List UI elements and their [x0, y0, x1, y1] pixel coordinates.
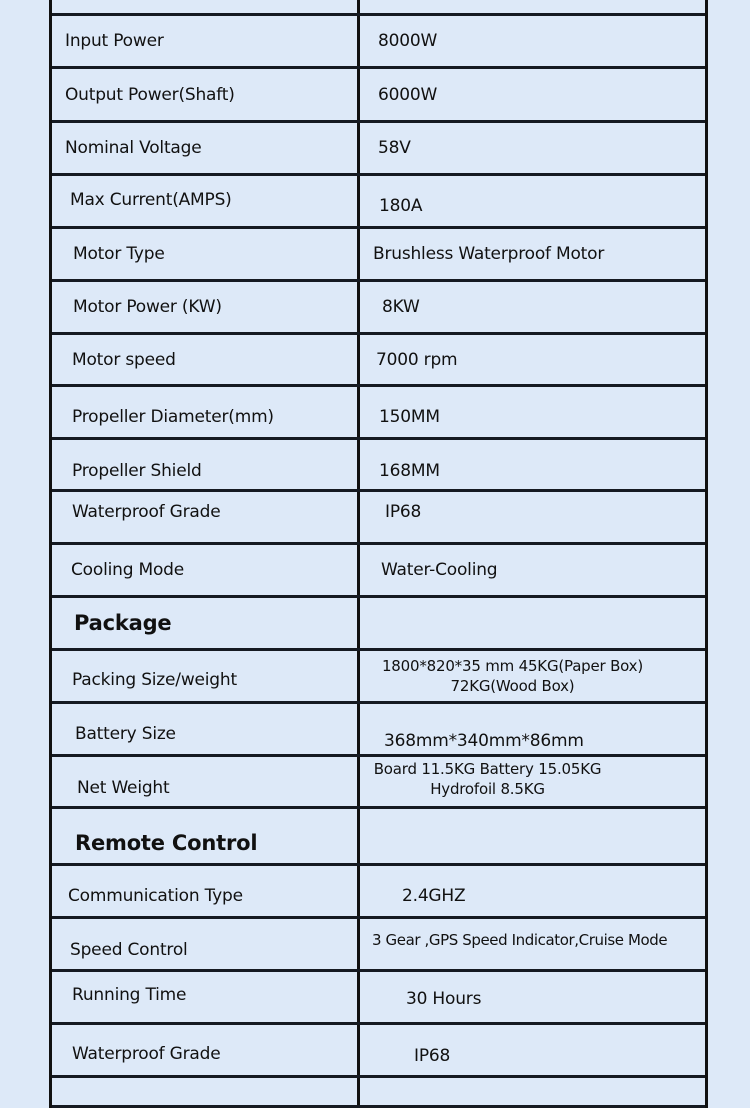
spec-label: Propeller Shield: [52, 440, 360, 489]
spec-table: [49, 0, 708, 1108]
spec-label: Running Time: [52, 972, 360, 1022]
spec-label: Speed Control: [52, 919, 360, 969]
spec-value-line: 72KG(Wood Box): [450, 677, 575, 695]
spec-value-empty: [360, 809, 705, 863]
table-row: [52, 176, 705, 229]
spec-value: [360, 1078, 705, 1105]
table-row: [52, 0, 705, 16]
spec-value: IP68: [414, 1046, 451, 1066]
spec-value: 180A: [379, 196, 423, 216]
spec-label: Cooling Mode: [52, 545, 360, 595]
table-row: [52, 335, 705, 387]
table-row: [52, 16, 705, 69]
table-row: [52, 757, 705, 809]
spec-value: 150MM: [379, 407, 440, 427]
spec-value: 168MM: [379, 460, 440, 481]
spec-label: Packing Size/weight: [52, 651, 360, 701]
section-title: Package: [52, 598, 360, 648]
table-row: [52, 972, 705, 1025]
spec-value: 7000 rpm: [376, 349, 458, 370]
spec-value: 368mm*340mm*86mm: [384, 731, 584, 751]
spec-label: Motor Type: [52, 229, 360, 279]
spec-label: [52, 0, 360, 13]
spec-label: Output Power(Shaft): [52, 69, 360, 120]
spec-value: [360, 651, 705, 701]
spec-label: Waterproof Grade: [52, 1025, 360, 1075]
spec-value: Brushless Waterproof Motor: [373, 244, 605, 264]
table-row: [52, 492, 705, 545]
table-row: [52, 387, 705, 440]
spec-value: 8KW: [382, 297, 420, 317]
table-row: [52, 651, 705, 704]
spec-value: [360, 0, 705, 13]
spec-label: Battery Size: [52, 704, 360, 754]
section-header-package: [52, 598, 705, 651]
spec-value-empty: [360, 598, 705, 648]
spec-label: Motor Power (KW): [52, 282, 360, 332]
section-header-remote-control: [52, 809, 705, 866]
table-row: [52, 282, 705, 335]
spec-value: 30 Hours: [406, 989, 482, 1009]
table-row: [52, 123, 705, 176]
spec-value: 3 Gear ,GPS Speed Indicator,Cruise Mode: [372, 931, 668, 949]
spec-label: Waterproof Grade: [52, 492, 360, 542]
spec-label: Motor speed: [52, 335, 360, 384]
table-row: [52, 704, 705, 757]
spec-value: 58V: [378, 138, 411, 158]
spec-value-line: 1800*820*35 mm 45KG(Paper Box): [381, 657, 644, 675]
spec-value: IP68: [385, 502, 422, 522]
spec-value: 6000W: [378, 84, 438, 105]
spec-value: [360, 757, 705, 806]
section-title: Remote Control: [52, 809, 360, 863]
spec-value: 2.4GHZ: [402, 886, 466, 906]
spec-label: Communication Type: [52, 866, 360, 916]
table-row: [52, 1025, 705, 1078]
table-row: [52, 440, 705, 492]
table-row: [52, 545, 705, 598]
spec-label: Propeller Diameter(mm): [52, 387, 360, 437]
spec-label: Net Weight: [52, 757, 360, 806]
table-row: [52, 1078, 705, 1108]
spec-value: 8000W: [378, 31, 438, 51]
spec-value-line: Hydrofoil 8.5KG: [430, 779, 545, 798]
table-row: [52, 866, 705, 919]
spec-label: Max Current(AMPS): [52, 176, 360, 226]
spec-label: Input Power: [52, 16, 360, 66]
table-row: [52, 69, 705, 123]
spec-value-line: Board 11.5KG Battery 15.05KG: [373, 759, 602, 778]
spec-value: Water-Cooling: [381, 560, 498, 580]
table-row: [52, 919, 705, 972]
table-row: [52, 229, 705, 282]
spec-label: [52, 1078, 360, 1105]
spec-label: Nominal Voltage: [52, 123, 360, 173]
